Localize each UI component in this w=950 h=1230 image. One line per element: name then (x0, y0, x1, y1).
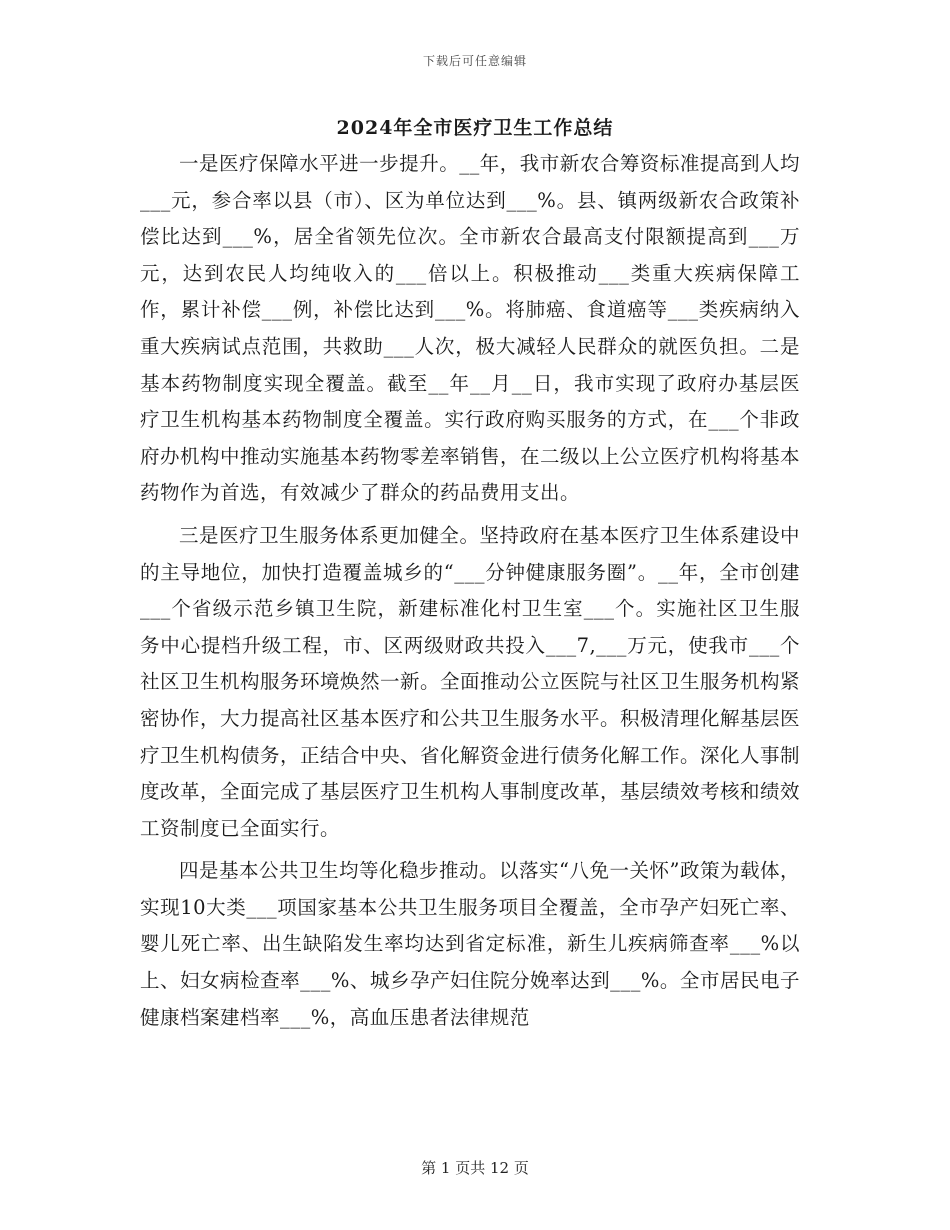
paragraph-2: 三是医疗卫生服务体系更加健全。坚持政府在基本医疗卫生体系建设中的主导地位，加快打造覆盖城乡的“___分钟健康服务圈”。__年，全市创建___个省级示范乡镇卫生院，新建标准化村卫生室___个。实施社区卫生服务中心提档升级工程，市、区两级财政共投入___7,___万元，使我市___个社区卫生机构服务环境焕然一新。全面推动公立医院与社区卫生服务机构紧密协作，大力提高社区基本医疗和公共卫生服务水平。积极清理化解基层医疗卫生机构债务，正结合中央、省化解资金进行债务化解工作。深化人事制度改革，全面完成了基层医疗卫生机构人事制度改革，基层绩效考核和绩效工资制度已全面实行。 (140, 523, 801, 840)
page-number: 第 1 页共 12 页 (421, 1159, 529, 1177)
document-body (140, 146, 800, 1036)
paragraph-3: 四是基本公共卫生均等化稳步推动。以落实“八免一关怀”政策为载体，实现10大类___项国家基本公共卫生服务项目全覆盖，全市孕产妇死亡率、婴儿死亡率、出生缺陷发生率均达到省定标准，新生儿疾病筛查率___%以上、妇女病检查率___%、城乡孕产妇住院分娩率达到___%。全市居民电子健康档案建档率___%，高血压患者法律规范 (140, 859, 800, 1029)
header-note: 下载后可任意编辑 (422, 54, 527, 68)
document-title: 2024年全市医疗卫生工作总结 (336, 117, 614, 139)
paragraph-1: 一是医疗保障水平进一步提升。__年，我市新农合筹资标准提高到人均___元，参合率以县（市）、区为单位达到___%。县、镇两级新农合政策补偿比达到___%，居全省领先位次。全市新农合最高支付限额提高到___万元，达到农民人均纯收入的___倍以上。积极推动___类重大疾病保障工作，累计补偿___例，补偿比达到___%。将肺癌、食道癌等___类疾病纳入重大疾病试点范围，共救助___人次，极大减轻人民群众的就医负担。二是基本药物制度实现全覆盖。截至__年__月__日，我市实现了政府办基层医疗卫生机构基本药物制度全覆盖。实行政府购买服务的方式，在___个非政府办机构中推动实施基本药物零差率销售，在二级以上公立医疗机构将基本药物作为首选，有效减少了群众的药品费用支出。 (140, 152, 801, 505)
